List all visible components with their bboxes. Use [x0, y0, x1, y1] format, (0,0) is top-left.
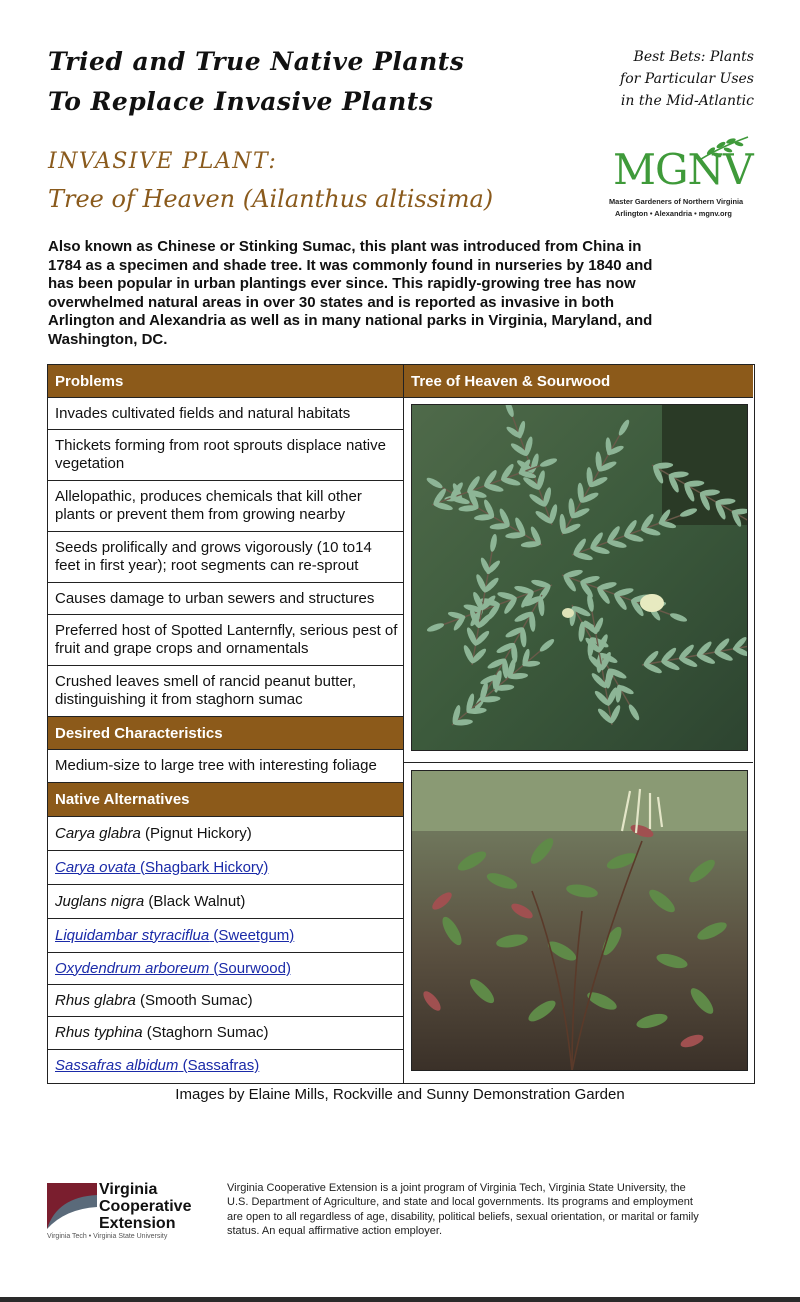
- problem-row: Thickets forming from root sprouts displace native vegetation: [48, 430, 403, 481]
- mgnv-logo: [605, 135, 755, 230]
- problem-row: Preferred host of Spotted Lanternfly, serious pest of fruit and grape crops and ornamentals: [48, 615, 403, 666]
- sourwood-photo: [411, 770, 748, 1071]
- vce-wordmark: [99, 1181, 191, 1232]
- problem-row: Seeds prolifically and grows vigorously (10 to14 feet in first year); root segments can re-sprout: [48, 532, 403, 583]
- alternative-latin: Rhus glabra: [55, 991, 136, 1009]
- alternative-link[interactable]: [55, 960, 291, 978]
- tree-of-heaven-photo: [411, 404, 748, 751]
- problem-row: Crushed leaves smell of rancid peanut butter, distinguishing it from staghorn sumac: [48, 666, 403, 717]
- alternative-common: (Staghorn Sumac): [142, 1024, 269, 1041]
- native-alternatives-header: Native Alternatives: [48, 783, 403, 817]
- alternative-common: (Shagbark Hickory): [135, 858, 269, 876]
- problem-row: Allelopathic, produces chemicals that kill other plants or prevent them from growing nearby: [48, 481, 403, 532]
- vce-line-2: Cooperative: [99, 1198, 192, 1215]
- alternative-latin: Carya glabra: [55, 824, 141, 842]
- desired-characteristics-header: Desired Characteristics: [48, 717, 403, 750]
- vce-logo: [47, 1181, 217, 1251]
- intro-paragraph: Also known as Chinese or Stinking Sumac, this plant was introduced from China in 1784 as a specimen and shade tree. It was commonly found in nurseries by 1840 and has been popular in urban plantings ever since. This rapidly-growing tree has now overwhelmed natural areas in over 30 states and is reported as invasive in both Arlington and Alexandria as well as in many national parks in Virginia, Maryland, and Washington, DC.: [48, 238, 653, 348]
- alternative-latin: Juglans nigra: [55, 892, 145, 910]
- images-header: Tree of Heaven & Sourwood: [404, 365, 753, 398]
- logo-text: MGNV: [613, 145, 753, 194]
- table-left-column: [48, 365, 404, 1083]
- alternative-common: (Sweetgum): [209, 926, 295, 944]
- title-line-2: To Replace Invasive Plants: [48, 87, 434, 116]
- alternative-row: [48, 953, 403, 985]
- problem-row: Invades cultivated fields and natural habitats: [48, 398, 403, 430]
- title-line-1: Tried and True Native Plants: [48, 47, 465, 76]
- logo-locations: Arlington • Alexandria • mgnv.org: [615, 209, 732, 218]
- alternative-row: [48, 885, 403, 919]
- alternative-latin: Oxydendrum arboreum: [55, 959, 210, 977]
- alternative-common: (Sassafras): [178, 1057, 260, 1074]
- problems-header: Problems: [48, 365, 403, 398]
- alternative-row: [48, 919, 403, 953]
- alternative-common: (Pignut Hickory): [140, 824, 252, 842]
- bottom-rule: [0, 1297, 800, 1302]
- vce-subtitle: Virginia Tech • Virginia State University: [47, 1233, 168, 1240]
- alternative-latin: Rhus typhina: [55, 1024, 143, 1041]
- best-bets-line-2: for Particular Uses: [620, 71, 754, 87]
- plant-table: [47, 364, 755, 1084]
- photo-divider: [404, 762, 753, 763]
- footer-disclaimer: Virginia Cooperative Extension is a joint program of Virginia Tech, Virginia State University, the U.S. Department of Agriculture, and state and local governments. Its programs and employment are open to all regardless of age, disability, political beliefs, sexual orientation, or marital or family status. An equal affirmative action employer.: [227, 1182, 699, 1237]
- alternative-row: [48, 1017, 403, 1050]
- invasive-label: INVASIVE PLANT:: [48, 149, 278, 174]
- logo-subtitle: Master Gardeners of Northern Virginia: [609, 197, 744, 206]
- alternative-common: (Black Walnut): [144, 892, 246, 910]
- alternative-common: (Smooth Sumac): [135, 991, 253, 1009]
- best-bets-line-3: in the Mid-Atlantic: [620, 93, 754, 109]
- problem-row: Causes damage to urban sewers and structures: [48, 583, 403, 615]
- page-title: [48, 42, 464, 122]
- alternative-row: [48, 851, 403, 885]
- best-bets-line-1: Best Bets: Plants: [633, 49, 754, 65]
- table-right-column: [404, 365, 753, 1083]
- alternative-link[interactable]: [55, 1057, 259, 1075]
- alternative-latin: Carya ovata: [55, 858, 136, 876]
- desired-characteristics-row: Medium-size to large tree with interesting foliage: [48, 750, 403, 783]
- image-credit: Images by Elaine Mills, Rockville and Sunny Demonstration Garden: [175, 1086, 625, 1103]
- alternative-latin: Sassafras albidum: [55, 1057, 179, 1074]
- alternative-common: (Sourwood): [209, 959, 291, 977]
- alternative-row: [48, 985, 403, 1017]
- alternative-row: [48, 1050, 403, 1082]
- alternative-link[interactable]: [55, 927, 294, 945]
- invasive-name: Tree of Heaven (Ailanthus altissima): [48, 185, 494, 213]
- vce-line-3: Extension: [99, 1215, 176, 1232]
- vce-swoosh-icon: [47, 1183, 97, 1229]
- alternative-latin: Liquidambar styraciflua: [55, 926, 210, 944]
- invasive-plant-heading: [48, 145, 493, 219]
- alternative-link[interactable]: [55, 859, 268, 877]
- best-bets-tagline: [620, 46, 754, 112]
- alternative-row: [48, 817, 403, 851]
- vce-line-1: Virginia: [99, 1181, 158, 1198]
